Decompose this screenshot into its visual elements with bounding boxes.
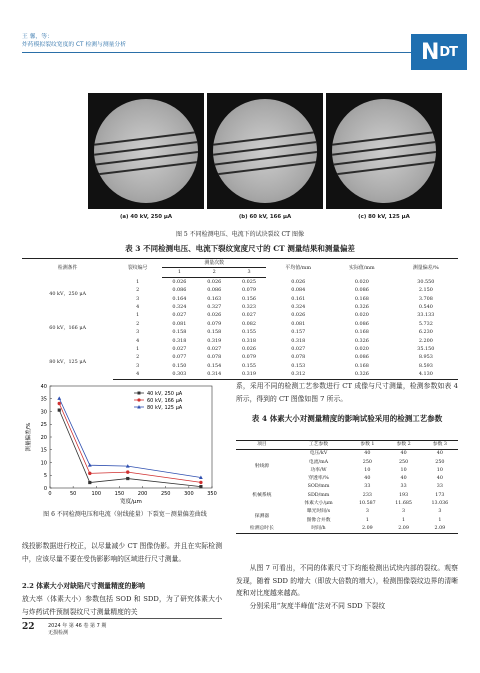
x-tick-label: 250 bbox=[160, 491, 171, 497]
table-cell: 0.020 bbox=[354, 312, 369, 319]
x-tick-label: 300 bbox=[184, 491, 194, 497]
table-cell: 0.163 bbox=[207, 295, 222, 302]
data-point bbox=[126, 477, 129, 480]
logo-main: N bbox=[420, 39, 439, 65]
table-cell: 2.09 bbox=[422, 525, 458, 534]
figure5-caption: 图 5 不同检测电压、电流下的试块裂纹 CT 图像 bbox=[175, 231, 305, 238]
table-cell: 33 bbox=[364, 484, 371, 490]
x-tick-label: 200 bbox=[137, 491, 148, 497]
table-cell: 0.027 bbox=[291, 346, 306, 353]
t3-header-count-2: 2 bbox=[197, 268, 232, 277]
table-cell: 0.318 bbox=[242, 337, 257, 344]
header-authors: 王 馨，等： bbox=[22, 34, 53, 40]
table-cell: 8.953 bbox=[418, 354, 433, 361]
table-cell: 2.09 bbox=[349, 525, 385, 534]
t3-header-count-3: 3 bbox=[232, 268, 267, 277]
table-cell: 3.708 bbox=[418, 295, 433, 302]
table-cell: 2 bbox=[136, 320, 140, 327]
table-cell: 0.079 bbox=[242, 354, 257, 361]
t4-item-cell: 射线源 bbox=[254, 463, 270, 469]
table-cell: 3 bbox=[438, 509, 442, 515]
table-cell: 10 bbox=[400, 467, 407, 473]
data-point bbox=[199, 481, 202, 484]
table-cell: 193 bbox=[399, 492, 409, 498]
right-paragraph-3-text: 分别采用“灰度半峰值”法对不同 SDD 下裂纹 bbox=[249, 601, 386, 610]
table-cell: 10 bbox=[436, 467, 443, 473]
table-cell: 40 bbox=[364, 476, 371, 482]
table-cell: SOD/mm bbox=[307, 484, 330, 490]
t4-header-param: 工艺参数 bbox=[288, 441, 349, 450]
y-axis-label: 测量偏差/% bbox=[26, 422, 32, 452]
legend-label: 60 kV, 166 μA bbox=[147, 397, 183, 404]
table4 bbox=[236, 440, 458, 534]
table-row bbox=[236, 525, 458, 534]
table4-body bbox=[236, 450, 458, 534]
t3-condition-cell: 60 kV，166 μA bbox=[49, 325, 87, 332]
ct-image-a bbox=[88, 93, 204, 209]
y-tick-label: 35 bbox=[40, 396, 47, 403]
footer-rule bbox=[22, 618, 222, 619]
table-row bbox=[22, 277, 458, 286]
table4-title: 表 4 体素大小对测量精度的影响试验采用的检测工艺参数 bbox=[251, 414, 443, 423]
table-cell: 0.086 bbox=[354, 354, 369, 361]
table3-title: 表 3 不同检测电压、电流下裂纹宽度尺寸的 CT 测量结果和测量偏差 bbox=[125, 244, 355, 253]
table-cell: 0.086 bbox=[354, 320, 369, 327]
data-point bbox=[88, 481, 91, 484]
deviation-chart bbox=[22, 380, 222, 505]
t3-condition-cell: 80 kV，125 μA bbox=[49, 358, 87, 365]
table-cell: 1 bbox=[136, 346, 140, 353]
table-cell: 2.150 bbox=[418, 287, 433, 294]
table-cell: 0.026 bbox=[207, 278, 222, 285]
table-cell: 0.168 bbox=[354, 362, 369, 369]
t3-condition-cell: 40 kV，250 μA bbox=[49, 291, 87, 298]
table3 bbox=[22, 258, 458, 380]
t4-item-cell: 检测总时长 bbox=[236, 525, 288, 534]
table-cell: 0.084 bbox=[291, 287, 306, 294]
table-cell: 40 bbox=[364, 451, 371, 457]
table-cell: 173 bbox=[435, 492, 445, 498]
t4-item-cell: 机械系统 bbox=[252, 492, 272, 498]
left-paragraph-2: 放大率（体素大小）参数包括 SOD 和 SDD，为了研究体素大小与炸药试件预制裂纹尺寸测量精度的关 bbox=[22, 595, 222, 616]
table-cell: 40 bbox=[400, 451, 407, 457]
table-cell: 40 bbox=[436, 451, 443, 457]
table-cell: 0.156 bbox=[242, 295, 257, 302]
x-axis-label: 宽度/μm bbox=[120, 499, 142, 505]
table-cell: 3 bbox=[365, 509, 369, 515]
y-tick-label: 20 bbox=[40, 434, 47, 441]
table-row bbox=[236, 508, 458, 516]
ct-image-b bbox=[207, 93, 323, 209]
right-paragraph-2 bbox=[236, 562, 458, 612]
page-number: 22 bbox=[22, 622, 35, 632]
table-row bbox=[22, 311, 458, 319]
t3-header-mean: 平均值/mm bbox=[266, 259, 330, 278]
header-title: 炸药模拟裂纹宽度的 CT 检测与测量分析 bbox=[22, 42, 127, 48]
table-cell: 1 bbox=[136, 312, 140, 319]
table-cell: 0.326 bbox=[354, 337, 369, 344]
table-cell: 0.161 bbox=[291, 295, 306, 302]
table-cell: 0.027 bbox=[172, 312, 187, 319]
data-point bbox=[58, 408, 61, 411]
table-cell: 0.027 bbox=[207, 346, 222, 353]
table-cell: 0.303 bbox=[162, 370, 197, 379]
table-cell: 3 bbox=[402, 509, 406, 515]
legend-label: 40 kV, 250 μA bbox=[147, 390, 183, 397]
table-row bbox=[22, 345, 458, 353]
table-cell: 0.540 bbox=[418, 304, 433, 311]
t4-header-p2: 参数 2 bbox=[385, 441, 421, 450]
table-cell: 0.318 bbox=[172, 337, 187, 344]
table-cell: 10.587 bbox=[358, 501, 376, 507]
table-cell: 40 bbox=[400, 476, 407, 482]
figure6-caption: 图 6 不同检测电压和电流（射线能量）下裂宽－测量偏差曲线 bbox=[43, 511, 207, 518]
t3-header-count: 测量次数 bbox=[162, 259, 266, 268]
panel-caption-a: (a) 40 kV, 250 μA bbox=[119, 214, 173, 220]
table-cell: 0.078 bbox=[291, 354, 306, 361]
series-line bbox=[59, 404, 201, 483]
table-cell: 体素大小/μm bbox=[304, 501, 333, 507]
t4-header-p1: 参数 1 bbox=[349, 441, 385, 450]
table-cell: 0.082 bbox=[242, 320, 257, 327]
y-tick-label: 10 bbox=[40, 460, 47, 467]
series-line bbox=[59, 410, 201, 487]
table-cell: 0.081 bbox=[291, 320, 306, 327]
ct-image-c bbox=[326, 93, 442, 209]
table-cell: 13.036 bbox=[431, 501, 449, 507]
data-point bbox=[88, 472, 91, 475]
table-cell: 33.133 bbox=[417, 312, 435, 319]
table-cell: 电压/kV bbox=[309, 451, 328, 457]
journal-logo bbox=[411, 34, 467, 70]
table-cell: 11.685 bbox=[395, 501, 412, 507]
table-cell: 0.079 bbox=[207, 320, 222, 327]
table-cell: 33 bbox=[436, 484, 443, 490]
t3-header-actual: 实际值/mm bbox=[330, 259, 394, 278]
t3-header-condition: 检测条件 bbox=[22, 259, 113, 278]
table-cell: 0.026 bbox=[207, 312, 222, 319]
data-point bbox=[199, 485, 202, 488]
y-tick-label: 30 bbox=[40, 409, 47, 416]
table-cell: 0.026 bbox=[242, 346, 257, 353]
table-cell: 0.026 bbox=[291, 278, 306, 285]
table-cell: 0.155 bbox=[242, 329, 257, 336]
table-cell: 6.230 bbox=[418, 329, 433, 336]
legend-marker bbox=[137, 398, 140, 401]
section-heading-2-2: 2.2 体素大小对缺陷尺寸测量精度的影响 bbox=[22, 582, 145, 590]
y-tick-label: 25 bbox=[40, 422, 47, 429]
data-point bbox=[57, 396, 61, 400]
table-cell: 0.026 bbox=[172, 278, 187, 285]
table-cell: 2 bbox=[136, 354, 140, 361]
table-cell: 3 bbox=[136, 362, 140, 369]
legend-marker bbox=[138, 392, 141, 395]
table-cell: 0.081 bbox=[172, 320, 187, 327]
table-cell: 233 bbox=[362, 492, 372, 498]
y-tick-label: 15 bbox=[40, 447, 47, 454]
table-cell: 图像合并数 bbox=[306, 517, 331, 523]
table-cell: 33 bbox=[400, 484, 407, 490]
running-header bbox=[22, 33, 126, 49]
table-cell: 0.314 bbox=[197, 370, 232, 379]
legend-label: 80 kV, 125 μA bbox=[147, 404, 183, 411]
journal-footer bbox=[48, 623, 106, 637]
y-tick-label: 5 bbox=[43, 473, 47, 480]
table-cell: 3 bbox=[136, 329, 140, 336]
header-rule bbox=[22, 52, 426, 53]
table-cell: 4 bbox=[136, 337, 140, 344]
table-cell: 0.086 bbox=[172, 287, 187, 294]
table-cell: 250 bbox=[399, 459, 409, 465]
table-cell: 0.078 bbox=[207, 354, 222, 361]
t3-header-crack: 裂纹编号 bbox=[113, 259, 162, 278]
table-cell: 4 bbox=[136, 304, 140, 311]
table-cell: 8.593 bbox=[418, 362, 433, 369]
table-cell: 3 bbox=[136, 295, 140, 302]
panel-caption-b: (b) 60 kV, 166 μA bbox=[238, 214, 292, 220]
table-cell: 0.020 bbox=[354, 346, 369, 353]
table-cell: 5.732 bbox=[418, 320, 433, 327]
table-cell: 0.153 bbox=[291, 362, 306, 369]
table-cell: 功率/W bbox=[310, 467, 327, 473]
table-cell: 40 bbox=[436, 476, 443, 482]
t3-header-deviation: 测量偏差/% bbox=[394, 259, 458, 278]
right-paragraph-2-text: 从图 7 可看出，不同的体素尺寸下均能检测出试块内部的裂纹。观察发现，随着 SDD 的增大（即放大倍数的增大），检测图像裂纹边界的清晰度和对比度越来越高。 bbox=[236, 564, 458, 597]
x-tick-label: 150 bbox=[114, 491, 125, 497]
x-tick-label: 350 bbox=[207, 491, 217, 497]
table-cell: 250 bbox=[435, 459, 445, 465]
table-cell: 0.026 bbox=[291, 312, 306, 319]
table-cell: 0.077 bbox=[172, 354, 187, 361]
table-cell: 1 bbox=[136, 278, 140, 285]
x-tick-label: 0 bbox=[48, 491, 52, 497]
table-cell: 时间/h bbox=[288, 525, 349, 534]
table-cell: 0.079 bbox=[242, 287, 257, 294]
table-cell: 0.164 bbox=[172, 295, 187, 302]
t4-header-item: 项目 bbox=[236, 441, 288, 450]
table-cell: 250 bbox=[362, 459, 372, 465]
table-cell: 4.130 bbox=[394, 370, 458, 379]
table-cell: 1 bbox=[438, 517, 442, 523]
table-cell: 35.150 bbox=[417, 346, 435, 353]
table-cell: 穿透率/% bbox=[308, 476, 329, 482]
t4-item-cell: 探测器 bbox=[254, 513, 270, 519]
table-cell: 2 bbox=[136, 287, 140, 294]
table-cell: 0.326 bbox=[330, 370, 394, 379]
table-cell: 0.154 bbox=[207, 362, 222, 369]
panel-caption-c: (c) 80 kV, 125 μA bbox=[358, 214, 410, 220]
table-cell: 0.324 bbox=[172, 304, 187, 311]
table-cell: 0.158 bbox=[207, 329, 222, 336]
table-cell: 30.550 bbox=[417, 278, 435, 285]
table-cell: 电流/mA bbox=[308, 459, 329, 465]
table-cell: 0.168 bbox=[354, 329, 369, 336]
table-cell: 0.027 bbox=[242, 312, 257, 319]
table-cell: 0.027 bbox=[172, 346, 187, 353]
table-cell: 2.09 bbox=[385, 525, 421, 534]
table-cell: 0.318 bbox=[291, 337, 306, 344]
x-tick-label: 100 bbox=[91, 491, 102, 497]
table-cell: 0.155 bbox=[242, 362, 257, 369]
y-tick-label: 0 bbox=[43, 485, 47, 492]
t3-header-count-1: 1 bbox=[162, 268, 197, 277]
table-cell: 0.168 bbox=[354, 295, 369, 302]
table-cell: 0.150 bbox=[172, 362, 187, 369]
table-cell: SDD/mm bbox=[307, 492, 330, 498]
table-cell: 1 bbox=[365, 517, 369, 523]
table-cell: 0.323 bbox=[242, 304, 257, 311]
table-cell: 0.020 bbox=[354, 278, 369, 285]
table-cell: 0.158 bbox=[172, 329, 187, 336]
table-cell: 0.086 bbox=[354, 287, 369, 294]
right-paragraph-1: 系，采用不同的检测工艺参数进行 CT 成像与尺寸测量，检测参数如表 4 所示，得到的 CT 图像如图 7 所示。 bbox=[236, 382, 458, 403]
table-cell: 0.157 bbox=[291, 329, 306, 336]
table3-body bbox=[22, 277, 458, 379]
table-cell: 1 bbox=[402, 517, 406, 523]
table-cell: 4 bbox=[113, 370, 162, 379]
data-point bbox=[58, 402, 61, 405]
table-cell: 2.200 bbox=[418, 337, 433, 344]
table-cell: 0.319 bbox=[232, 370, 267, 379]
data-point bbox=[126, 470, 129, 473]
table-cell: 0.327 bbox=[207, 304, 222, 311]
table-cell: 0.086 bbox=[207, 287, 222, 294]
table-cell: 0.025 bbox=[242, 278, 257, 285]
table-row bbox=[236, 450, 458, 459]
table-cell: 0.324 bbox=[291, 304, 306, 311]
footer-journal: 无损检测 bbox=[48, 630, 69, 636]
left-paragraph-1: 线投影数据进行校正，以尽量减少 CT 图像伪影。并且在实际检测中，应该尽量不要在受伪影影响的区域进行尺寸测量。 bbox=[22, 542, 222, 563]
table-cell: 0.312 bbox=[266, 370, 330, 379]
t4-header-p3: 参数 3 bbox=[422, 441, 458, 450]
table-cell: 0.326 bbox=[354, 304, 369, 311]
table-cell: 曝光时间/s bbox=[306, 509, 331, 515]
table-cell: 0.319 bbox=[207, 337, 222, 344]
logo-sub: DT bbox=[439, 44, 458, 60]
y-tick-label: 40 bbox=[40, 383, 47, 390]
x-tick-label: 50 bbox=[69, 491, 77, 497]
table-cell: 10 bbox=[364, 467, 371, 473]
footer-issue: 2024 年 第 46 卷 第 7 期 bbox=[48, 623, 107, 629]
table-row bbox=[236, 483, 458, 491]
